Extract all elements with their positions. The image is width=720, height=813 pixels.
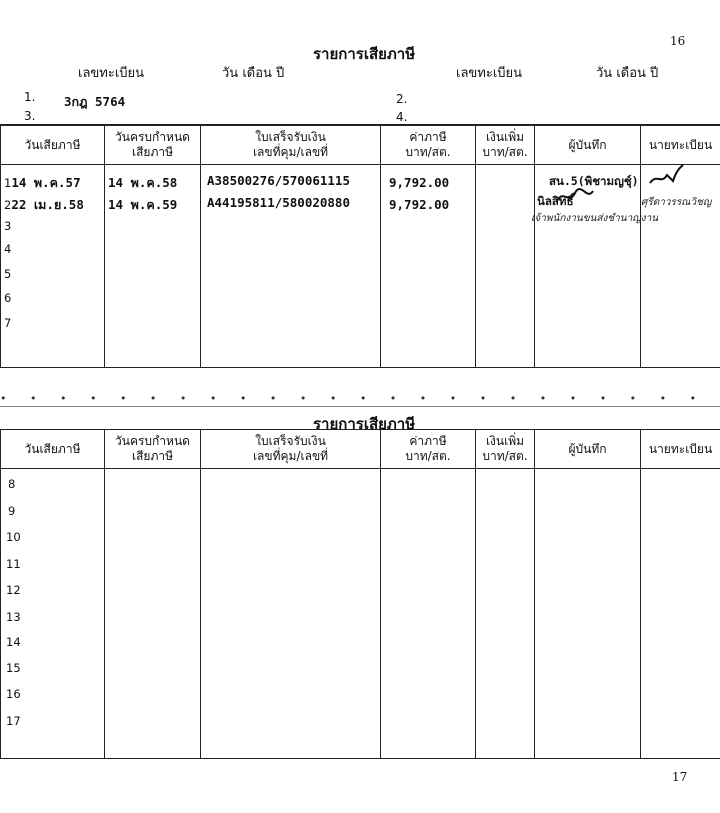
row-number: 6 bbox=[4, 291, 12, 305]
col-receipt: ใบเสร็จรับเงิน เลขที่คุม/เลขที่ bbox=[201, 126, 381, 165]
recorder-stamp: สน.5(พิชามญชุ์) bbox=[549, 174, 639, 188]
registrar-cell bbox=[641, 165, 720, 368]
reg-entry-1-value: 3กฎ 5764 bbox=[64, 94, 126, 109]
paid-date-cell bbox=[1, 165, 105, 368]
col-tax: ค่าภาษี บาท/สต. bbox=[381, 126, 476, 165]
recorder-stamp: นิลสิทธิ์ bbox=[537, 194, 574, 208]
receipt-number: A44195811/580020880 bbox=[207, 195, 350, 210]
col-surcharge: เงินเพิ่ม บาท/สต. bbox=[476, 126, 535, 165]
row-number: 12 bbox=[6, 583, 21, 597]
tax-amount: 9,792.00 bbox=[389, 175, 450, 190]
table-header-row bbox=[1, 430, 720, 469]
row-number: 9 bbox=[8, 504, 16, 518]
reg-header-col4: วัน เดือน ปี bbox=[596, 66, 659, 81]
tax-table-1 bbox=[0, 125, 720, 368]
reg-entry-1-no: 1. bbox=[24, 90, 36, 104]
tax-amount: 9,792.00 bbox=[389, 197, 450, 212]
recorder-cell bbox=[531, 165, 659, 368]
col-tax: ค่าภาษี บาท/สต. bbox=[381, 430, 476, 469]
due-date: 14 พ.ค.58 bbox=[108, 175, 178, 190]
tax-cell bbox=[381, 165, 476, 368]
row-number: 10 bbox=[6, 530, 21, 544]
col-registrar: นายทะเบียน bbox=[641, 126, 720, 165]
page-number-top: 16 bbox=[670, 34, 686, 48]
recorder-cell bbox=[535, 469, 641, 759]
receipt-cell bbox=[201, 165, 381, 368]
due-date: 14 พ.ค.59 bbox=[108, 197, 178, 212]
row-number: 11 bbox=[6, 557, 21, 571]
col-registrar: นายทะเบียน bbox=[641, 430, 720, 469]
col-paid-date: วันเสียภาษี bbox=[1, 126, 105, 165]
row-number: 222 เม.ย.58 bbox=[4, 197, 84, 212]
section-title: รายการเสียภาษี bbox=[313, 45, 416, 63]
registrar-cell bbox=[641, 469, 720, 759]
col-receipt: ใบเสร็จรับเงิน เลขที่คุม/เลขที่ bbox=[201, 430, 381, 469]
reg-header-col3: เลขทะเบียน bbox=[456, 66, 523, 81]
reg-entry-2-no: 2. bbox=[396, 92, 408, 106]
paid-date: 14 พ.ค.57 bbox=[11, 175, 81, 190]
page-separator bbox=[0, 406, 720, 407]
handwritten-signature-icon bbox=[647, 163, 687, 189]
row-number: 15 bbox=[6, 661, 21, 675]
col-due-date: วันครบกำหนด เสียภาษี bbox=[105, 126, 201, 165]
reg-entry-3-no: 3. bbox=[24, 109, 36, 123]
row-number: 16 bbox=[6, 687, 21, 701]
paid-date: 22 เม.ย.58 bbox=[11, 197, 84, 212]
row-number: 8 bbox=[8, 477, 16, 491]
col-recorder: ผู้บันทึก bbox=[535, 126, 641, 165]
reg-entry-4-no: 4. bbox=[396, 110, 408, 124]
due-date-cell bbox=[105, 469, 201, 759]
recorder-position: เจ้าพนักงานขนส่งชำนาญงาน bbox=[531, 213, 659, 224]
receipt-cell bbox=[201, 469, 381, 759]
paid-date-cell bbox=[1, 469, 105, 759]
surcharge-cell bbox=[476, 165, 535, 368]
receipt-number: A38500276/570061115 bbox=[207, 173, 350, 188]
surcharge-cell bbox=[476, 469, 535, 759]
col-recorder: ผู้บันทึก bbox=[535, 430, 641, 469]
tax-cell bbox=[381, 469, 476, 759]
row-number: 5 bbox=[4, 267, 12, 281]
col-due-date: วันครบกำหนด เสียภาษี bbox=[105, 430, 201, 469]
due-date-cell bbox=[105, 165, 201, 368]
reg-header-col1: เลขทะเบียน bbox=[78, 66, 145, 81]
section-title: รายการเสียภาษี bbox=[313, 415, 416, 433]
reg-header-col2: วัน เดือน ปี bbox=[222, 66, 285, 81]
row-number: 7 bbox=[4, 316, 12, 330]
col-paid-date: วันเสียภาษี bbox=[1, 430, 105, 469]
row-number: 3 bbox=[4, 219, 12, 233]
table-header-row bbox=[1, 126, 720, 165]
row-number: 13 bbox=[6, 610, 21, 624]
tax-table-2 bbox=[0, 429, 720, 759]
col-surcharge: เงินเพิ่ม บาท/สต. bbox=[476, 430, 535, 469]
registrar-name: ศุรีดาวรรณวิชญ bbox=[641, 197, 712, 208]
row-number: 14 bbox=[6, 635, 21, 649]
scan-artifact-dots: • • • • • • • • • • • • • • • • • • • • • • • • bbox=[0, 392, 707, 405]
row-number: 4 bbox=[4, 242, 12, 256]
handwritten-signature-icon bbox=[555, 187, 595, 207]
page-number-bottom: 17 bbox=[672, 770, 688, 784]
row-number: 17 bbox=[6, 714, 21, 728]
row-number: 114 พ.ค.57 bbox=[4, 175, 81, 190]
